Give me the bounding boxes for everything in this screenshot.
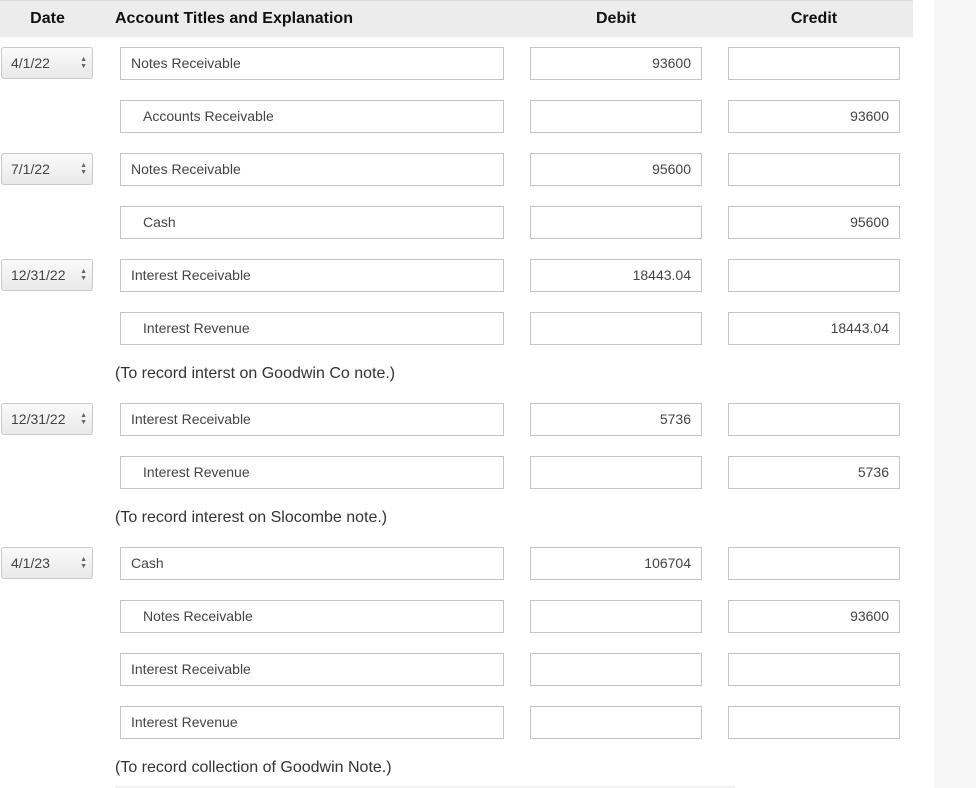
up-down-arrows-icon: ▲ ▼ [80, 56, 87, 70]
date-select-entry-4[interactable] [1, 403, 93, 435]
right-margin [934, 0, 976, 788]
account-field[interactable]: Notes Receivable [120, 153, 504, 186]
date-value: 4/1/23 [11, 555, 50, 571]
account-field[interactable]: Cash [120, 547, 504, 580]
account-field[interactable]: Interest Revenue [120, 706, 504, 739]
date-select-entry-2[interactable] [1, 153, 93, 185]
debit-field[interactable]: 95600 [530, 153, 702, 186]
date-select-entry-1[interactable] [1, 47, 93, 79]
account-field[interactable]: Cash [120, 206, 504, 239]
table-header [0, 0, 913, 37]
debit-field[interactable] [530, 653, 702, 686]
account-field[interactable]: Notes Receivable [120, 600, 504, 633]
credit-field[interactable]: 18443.04 [728, 312, 900, 345]
credit-field[interactable]: 5736 [728, 456, 900, 489]
date-select-entry-3[interactable] [1, 259, 93, 291]
account-field[interactable]: Notes Receivable [120, 47, 504, 80]
credit-field[interactable] [728, 153, 900, 186]
account-field[interactable]: Interest Receivable [120, 259, 504, 292]
credit-field[interactable] [728, 259, 900, 292]
debit-field[interactable] [530, 312, 702, 345]
debit-field[interactable]: 18443.04 [530, 259, 702, 292]
account-field[interactable]: Interest Revenue [120, 456, 504, 489]
credit-field[interactable]: 95600 [728, 206, 900, 239]
up-down-arrows-icon: ▲ ▼ [80, 412, 87, 426]
debit-field[interactable] [530, 206, 702, 239]
account-field[interactable]: Interest Receivable [120, 403, 504, 436]
account-field[interactable]: Interest Revenue [120, 312, 504, 345]
credit-field[interactable]: 93600 [728, 600, 900, 633]
explanation-note: (To record interst on Goodwin Co note.) [115, 365, 396, 382]
up-down-arrows-icon: ▲ ▼ [80, 162, 87, 176]
credit-field[interactable] [728, 403, 900, 436]
credit-field[interactable] [728, 706, 900, 739]
debit-field[interactable]: 93600 [530, 47, 702, 80]
header-account: Account Titles and Explanation [115, 10, 353, 27]
explanation-note: (To record interest on Slocombe note.) [115, 509, 388, 526]
account-field[interactable]: Interest Receivable [120, 653, 504, 686]
debit-field[interactable]: 5736 [530, 403, 702, 436]
header-debit: Debit [596, 10, 636, 27]
debit-field[interactable] [530, 600, 702, 633]
date-value: 12/31/22 [11, 267, 66, 283]
date-select-entry-5[interactable] [1, 547, 93, 579]
debit-field[interactable]: 106704 [530, 547, 702, 580]
credit-field[interactable] [728, 47, 900, 80]
header-credit: Credit [790, 10, 838, 27]
up-down-arrows-icon: ▲ ▼ [80, 268, 87, 282]
debit-field[interactable] [530, 706, 702, 739]
date-value: 12/31/22 [11, 411, 66, 427]
date-value: 4/1/22 [11, 55, 50, 71]
debit-field[interactable] [530, 456, 702, 489]
date-value: 7/1/22 [11, 161, 50, 177]
explanation-note: (To record collection of Goodwin Note.) [115, 759, 392, 776]
account-field[interactable]: Accounts Receivable [120, 100, 504, 133]
credit-field[interactable] [728, 547, 900, 580]
header-date: Date [30, 10, 65, 27]
debit-field[interactable] [530, 100, 702, 133]
up-down-arrows-icon: ▲ ▼ [80, 556, 87, 570]
credit-field[interactable]: 93600 [728, 100, 900, 133]
credit-field[interactable] [728, 653, 900, 686]
